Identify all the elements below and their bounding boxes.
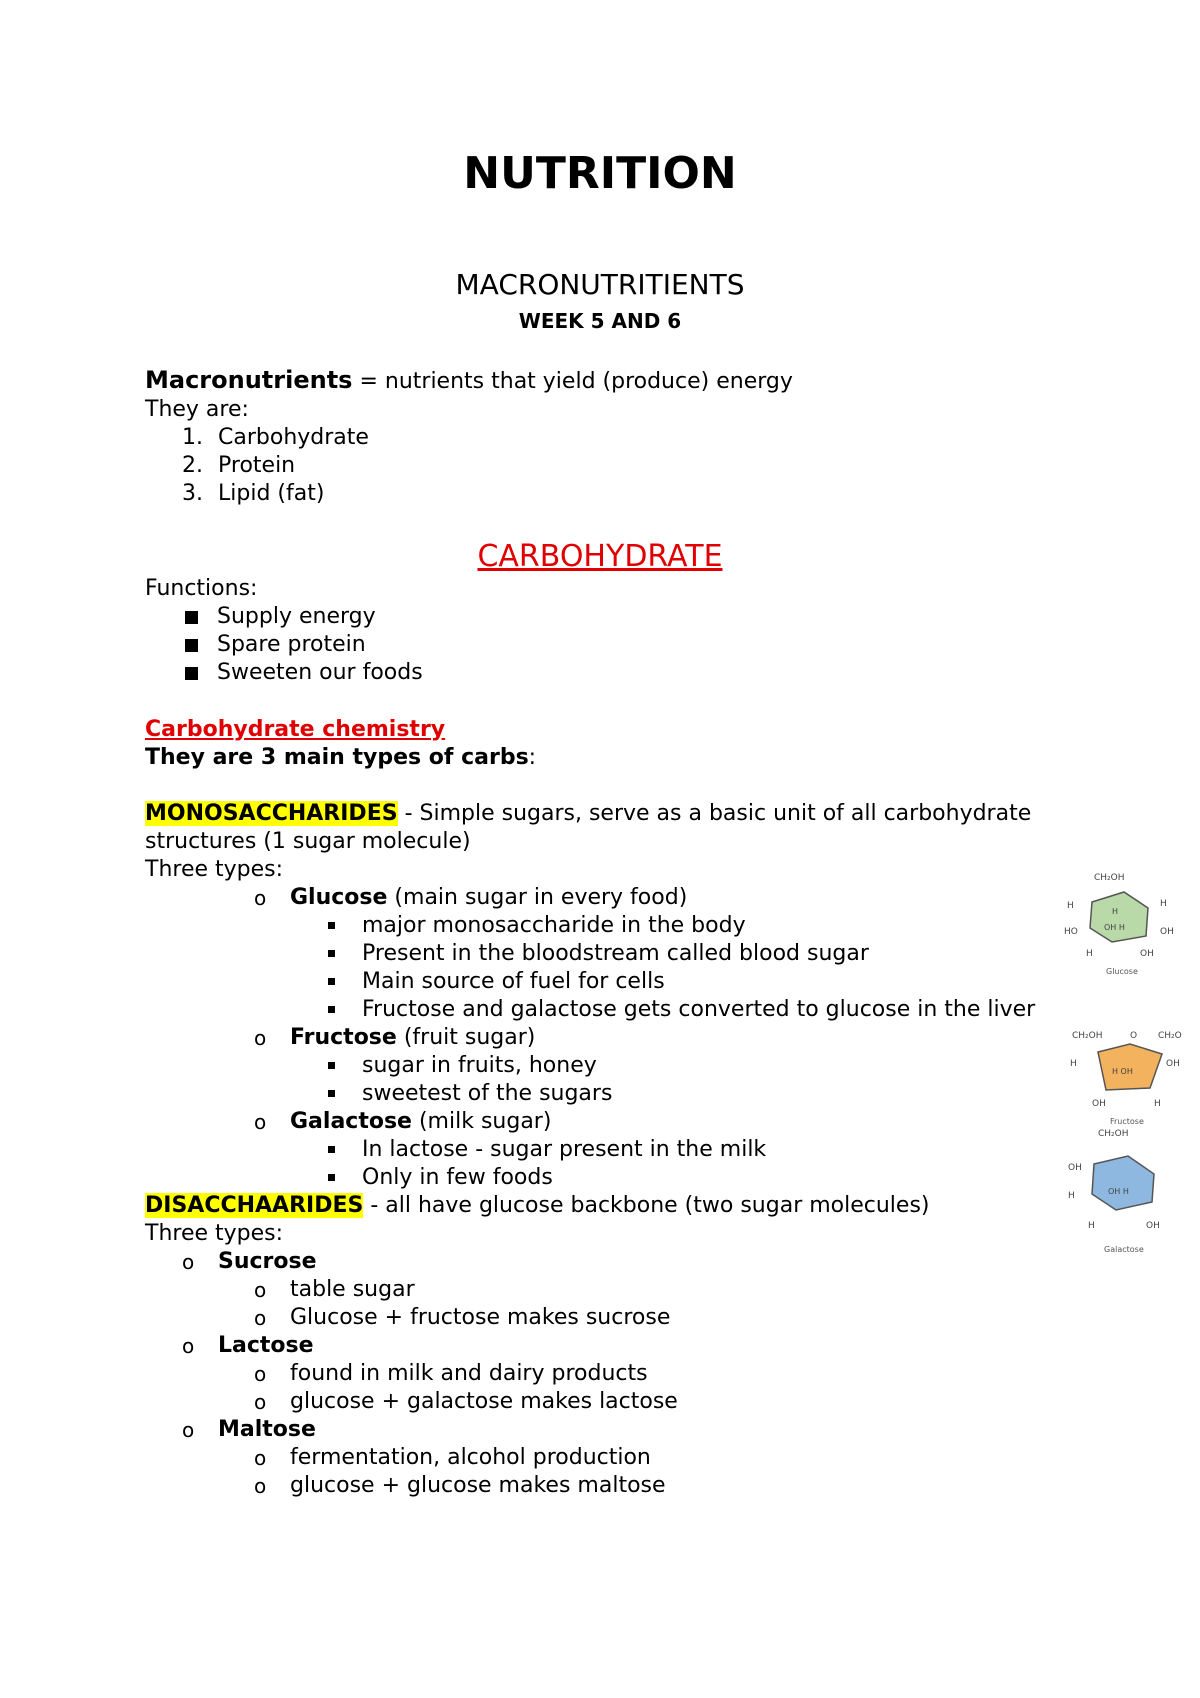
disaccharide-item-lactose — [182, 1332, 314, 1360]
circle-bullet-icon: o — [254, 1362, 267, 1386]
diagram-label: H — [1070, 1059, 1077, 1069]
monosaccharides-desc: - Simple sugars, serve as a basic unit of all carbohydrate — [397, 801, 1032, 826]
diagram-label: H — [1086, 949, 1093, 959]
sugar-name: Fructose — [290, 1025, 397, 1050]
square-bullet-icon — [185, 667, 198, 680]
diagram-label: H OH — [1112, 1067, 1133, 1076]
sugar-name: Sucrose — [218, 1249, 317, 1274]
sugar-name: Lactose — [218, 1333, 314, 1358]
they-are-label: They are: — [145, 397, 249, 422]
disaccharide-item-maltose — [182, 1416, 316, 1444]
maltose-subitem — [254, 1472, 666, 1500]
sucrose-subitem — [254, 1276, 415, 1304]
macronutrients-definition — [145, 366, 793, 396]
sugar-name: Maltose — [218, 1417, 316, 1442]
function-text: Spare protein — [217, 632, 366, 657]
diagram-label: OH — [1146, 1221, 1160, 1231]
bullet-text: sugar in fruits, honey — [362, 1053, 597, 1078]
disaccharides-line — [145, 1192, 930, 1220]
diagram-label: O — [1130, 1031, 1138, 1041]
functions-label: Functions: — [145, 576, 258, 601]
list-item-number: 2. — [182, 453, 203, 478]
sugar-desc: (milk sugar) — [411, 1109, 552, 1134]
subitem-text: Glucose + fructose makes sucrose — [290, 1305, 671, 1330]
function-item — [185, 659, 423, 687]
subitem-text: found in milk and dairy products — [290, 1361, 648, 1386]
circle-bullet-icon: o — [254, 1390, 267, 1414]
monosaccharides-desc-cont: structures (1 sugar molecule) — [145, 829, 471, 854]
monosaccharide-item-galactose — [254, 1108, 551, 1136]
lactose-subitem — [254, 1360, 648, 1388]
types-line-bold: They are 3 main types of carbs — [145, 745, 529, 770]
galactose-bullet — [326, 1136, 766, 1164]
circle-bullet-icon: o — [254, 1110, 267, 1134]
diagram-label: H — [1154, 1099, 1161, 1109]
carbohydrate-chemistry-heading: Carbohydrate chemistry — [145, 717, 446, 742]
glucose-bullet — [326, 940, 869, 968]
types-line — [145, 744, 536, 772]
carbohydrate-heading: CARBOHYDRATE — [477, 539, 723, 574]
list-item-number: 3. — [182, 481, 203, 506]
circle-bullet-icon: o — [182, 1418, 195, 1442]
subitem-text: glucose + glucose makes maltose — [290, 1473, 666, 1498]
maltose-subitem — [254, 1444, 651, 1472]
circle-bullet-icon: o — [254, 1474, 267, 1498]
diagram-label: H — [1112, 907, 1119, 916]
glucose-structure-diagram — [1062, 870, 1182, 980]
diagram-label: CH₂O — [1158, 1031, 1182, 1041]
bullet-text: Fructose and galactose gets converted to glucose in the liver — [362, 997, 1036, 1022]
list-item: Lipid (fat) — [218, 481, 325, 506]
sucrose-subitem — [254, 1304, 670, 1332]
diagram-label: H — [1067, 901, 1074, 911]
macronutrients-term: Macronutrients — [145, 366, 353, 394]
diagram-label: CH₂OH — [1094, 873, 1125, 883]
list-item: Carbohydrate — [218, 425, 369, 450]
sugar-name: Glucose — [290, 885, 388, 910]
bullet-text: sweetest of the sugars — [362, 1081, 613, 1106]
diagram-label: OH — [1166, 1059, 1180, 1069]
galactose-ring-shape — [1092, 1156, 1154, 1210]
monosaccharide-item-glucose — [254, 884, 687, 912]
circle-bullet-icon: o — [254, 1446, 267, 1470]
diagram-label: H — [1160, 899, 1167, 909]
sugar-name: Galactose — [290, 1109, 412, 1134]
galactose-structure-diagram — [1062, 1126, 1182, 1261]
square-bullet-icon — [185, 611, 198, 624]
monosaccharides-line — [145, 800, 1031, 828]
bullet-text: Present in the bloodstream called blood sugar — [362, 941, 869, 966]
monosaccharides-label: MONOSACCHARIDES — [145, 801, 398, 826]
diagram-label: HO — [1064, 927, 1078, 937]
three-types-label: Three types: — [145, 857, 284, 882]
circle-bullet-icon: o — [254, 1026, 267, 1050]
diagram-label: CH₂OH — [1098, 1129, 1129, 1139]
square-bullet-icon — [185, 639, 198, 652]
macronutrients-definition-text: = nutrients that yield (produce) energy — [352, 369, 793, 394]
disaccharides-label: DISACCHAARIDES — [145, 1193, 364, 1218]
list-item-number: 1. — [182, 425, 203, 450]
bullet-text: major monosaccharide in the body — [362, 913, 746, 938]
function-text: Sweeten our foods — [217, 660, 423, 685]
glucose-bullet — [326, 968, 665, 996]
subitem-text: glucose + galactose makes lactose — [290, 1389, 678, 1414]
section-subtitle: MACRONUTRITIENTS — [455, 268, 745, 301]
sugar-desc: (fruit sugar) — [396, 1025, 536, 1050]
fructose-bullet — [326, 1080, 612, 1108]
bullet-text: In lactose - sugar present in the milk — [362, 1137, 767, 1162]
circle-bullet-icon: o — [254, 1306, 267, 1330]
galactose-bullet — [326, 1164, 553, 1192]
glucose-bullet — [326, 996, 1035, 1024]
list-item: Protein — [218, 453, 296, 478]
fructose-bullet — [326, 1052, 597, 1080]
circle-bullet-icon: o — [254, 1278, 267, 1302]
bullet-text: Only in few foods — [362, 1165, 553, 1190]
diagram-label: OH — [1160, 927, 1174, 937]
disaccharides-desc: - all have glucose backbone (two sugar molecules) — [363, 1193, 930, 1218]
diagram-label: OH H — [1108, 1187, 1129, 1196]
diagram-label: H — [1068, 1191, 1075, 1201]
diagram-caption: Fructose — [1110, 1117, 1144, 1126]
fructose-structure-diagram — [1062, 1028, 1187, 1128]
function-item — [185, 631, 366, 659]
document-title: NUTRITION — [463, 148, 737, 199]
glucose-ring-shape — [1090, 892, 1148, 942]
sugar-desc: (main sugar in every food) — [387, 885, 688, 910]
diagram-label: H — [1088, 1221, 1095, 1231]
types-line-rest: : — [528, 745, 537, 770]
disaccharide-item-sucrose — [182, 1248, 317, 1276]
subitem-text: fermentation, alcohol production — [290, 1445, 651, 1470]
subitem-text: table sugar — [290, 1277, 415, 1302]
diagram-label: OH — [1140, 949, 1154, 959]
circle-bullet-icon: o — [254, 886, 267, 910]
circle-bullet-icon: o — [182, 1250, 195, 1274]
lactose-subitem — [254, 1388, 678, 1416]
circle-bullet-icon: o — [182, 1334, 195, 1358]
diagram-label: OH H — [1104, 923, 1125, 932]
diagram-label: OH — [1068, 1163, 1082, 1173]
diagram-caption: Galactose — [1104, 1245, 1144, 1254]
bullet-text: Main source of fuel for cells — [362, 969, 665, 994]
function-text: Supply energy — [217, 604, 376, 629]
diagram-caption: Glucose — [1106, 967, 1138, 976]
function-item — [185, 603, 376, 631]
glucose-bullet — [326, 912, 746, 940]
monosaccharide-item-fructose — [254, 1024, 535, 1052]
diagram-label: CH₂OH — [1072, 1031, 1103, 1041]
week-label: WEEK 5 AND 6 — [518, 309, 682, 333]
diagram-label: OH — [1092, 1099, 1106, 1109]
three-types-label: Three types: — [145, 1221, 284, 1246]
